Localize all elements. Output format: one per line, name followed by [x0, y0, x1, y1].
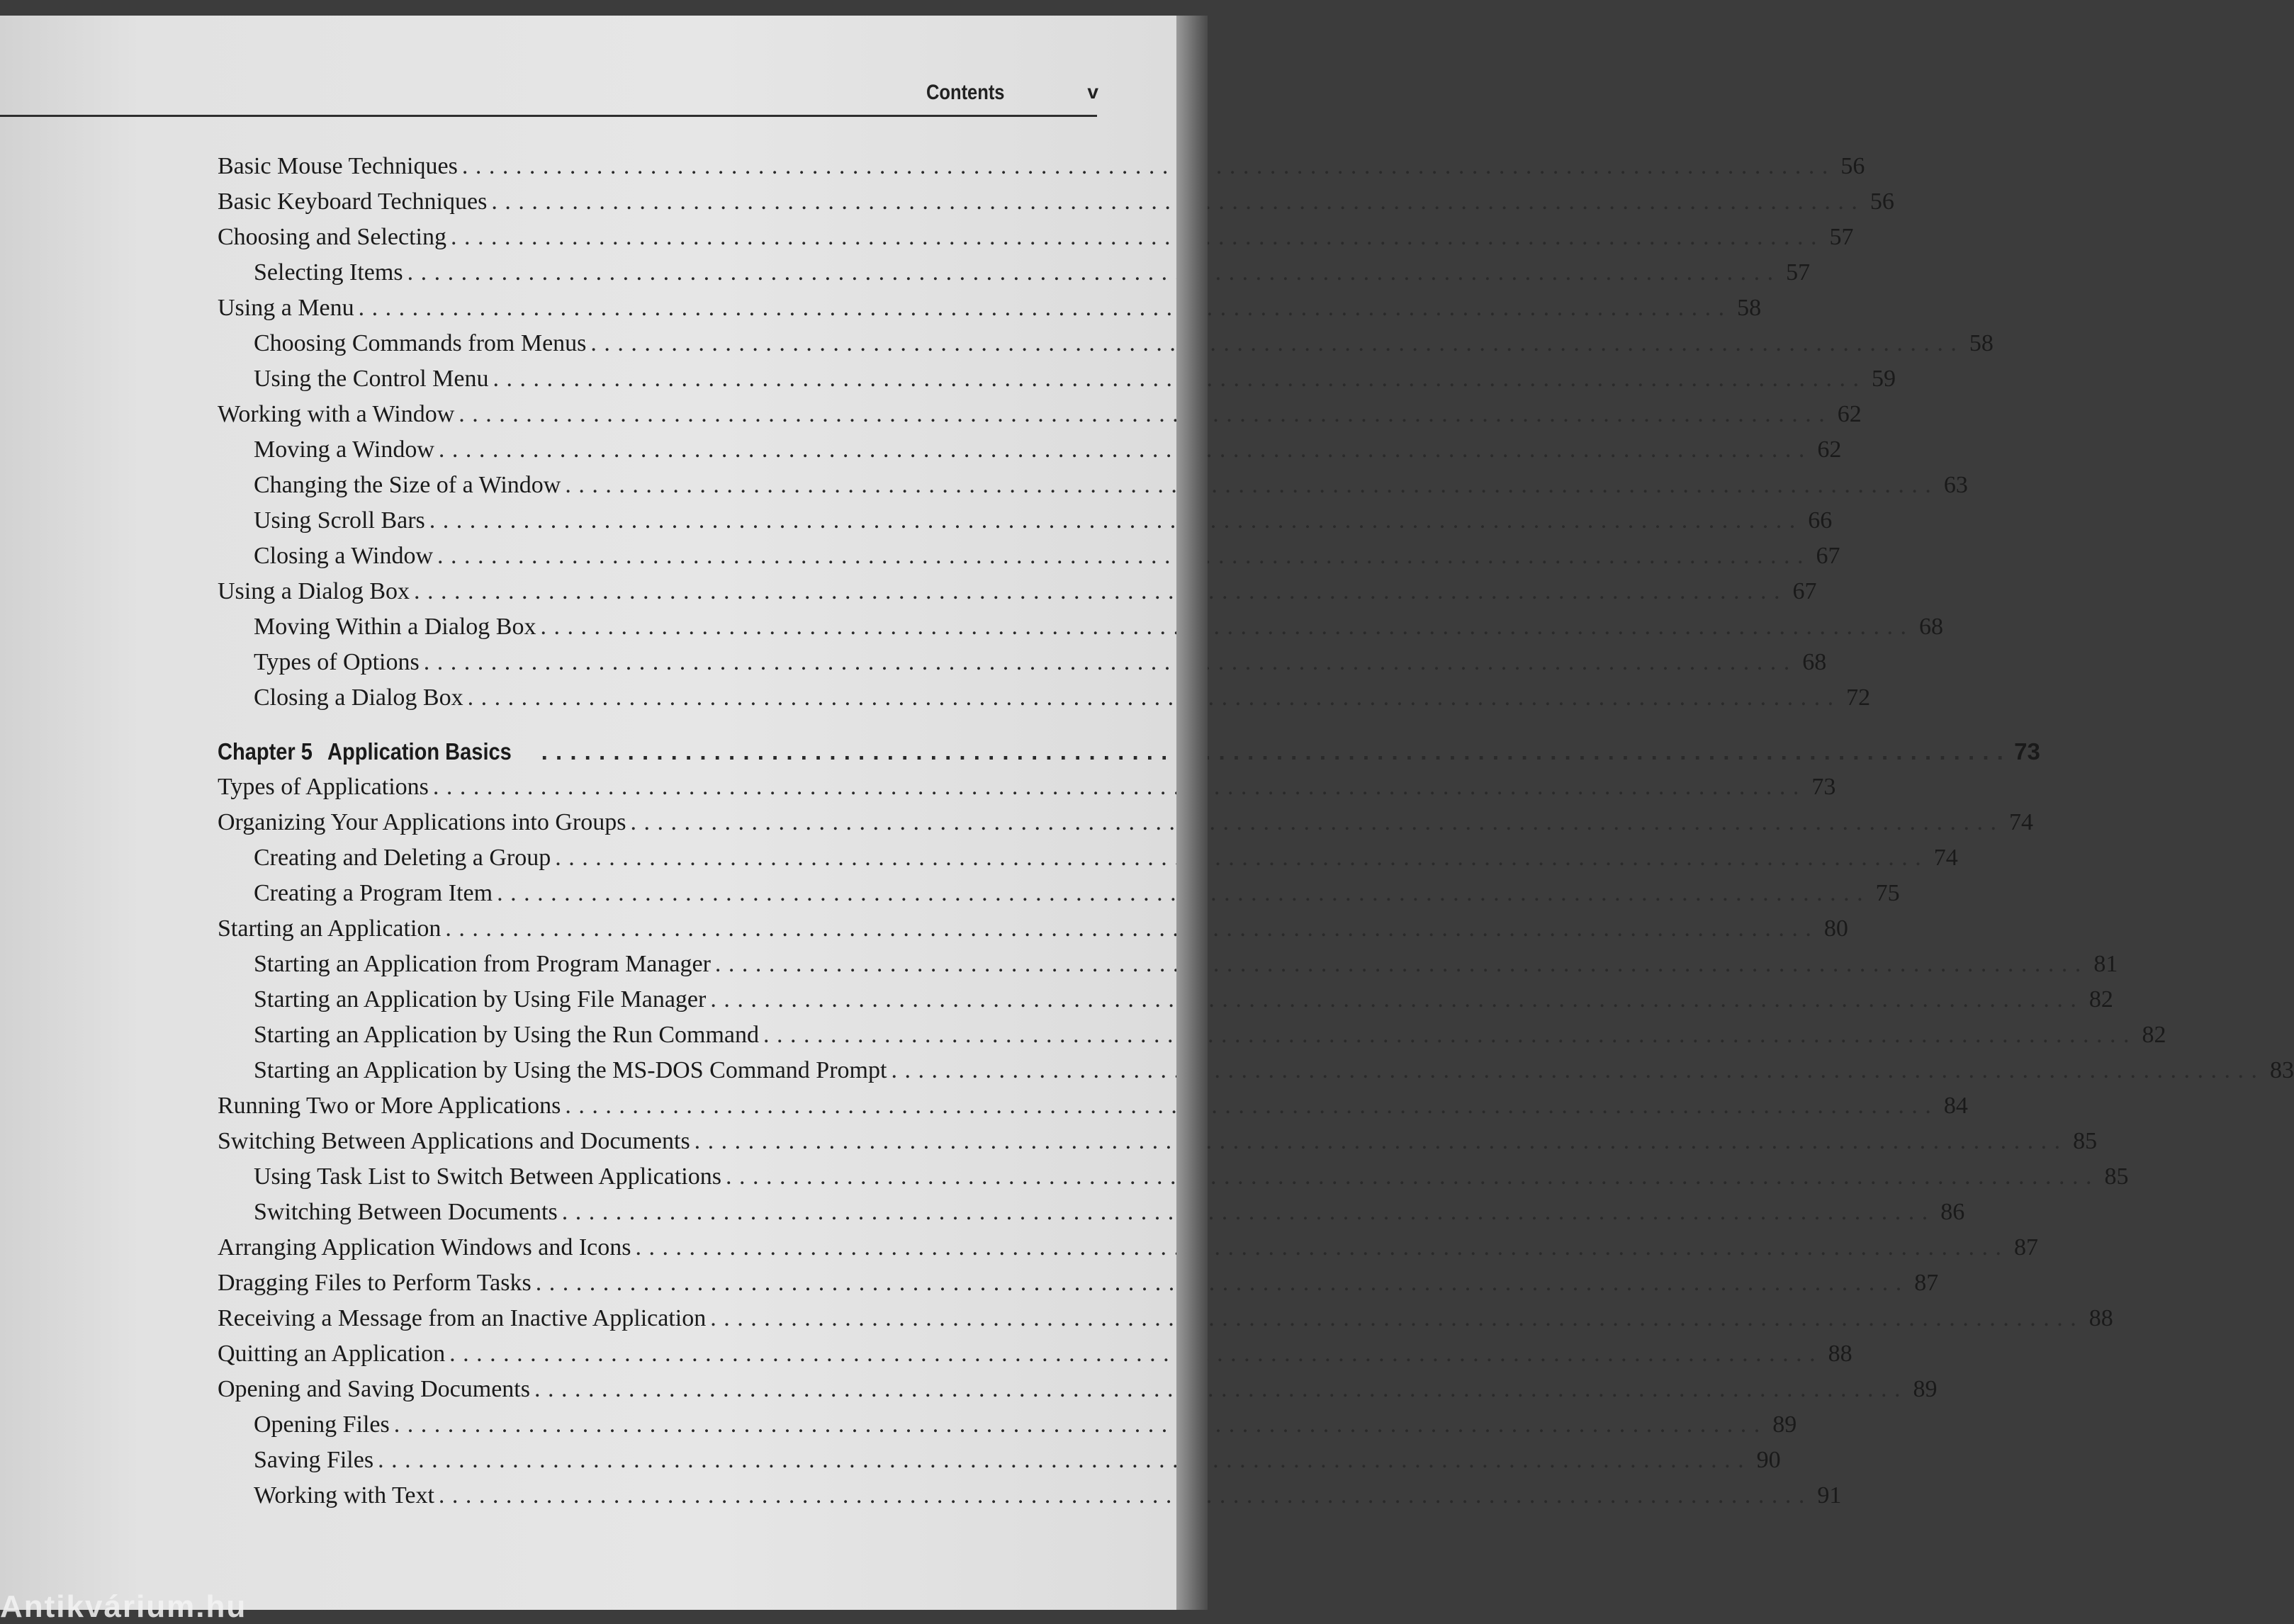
toc-entry-page-number: 85: [2104, 1163, 2129, 1190]
chapter-title: Application Basics: [327, 738, 512, 765]
toc-entry-page-number: 74: [1933, 845, 1958, 871]
toc-entry-page-number: 56: [1840, 153, 1865, 179]
toc-entry-page-number: 91: [1817, 1482, 1842, 1509]
book-page: [0, 16, 2294, 1624]
toc-entry-page-number: 67: [1816, 543, 1840, 569]
toc-entry: [218, 255, 1811, 291]
toc-entry: [218, 1336, 1852, 1372]
toc-entry-page-number: 89: [1772, 1411, 1797, 1438]
dot-leader: [468, 680, 1834, 716]
toc-entry-title: Selecting Items: [254, 259, 403, 286]
toc-entry-title: Receiving a Message from an Inactive Application: [218, 1305, 707, 1331]
dot-leader: [445, 911, 1811, 947]
toc-entry-page-number: 87: [1914, 1270, 1939, 1296]
toc-entry: [218, 1159, 2129, 1195]
toc-entry-title: Closing a Window: [254, 543, 434, 569]
toc-entry: [218, 680, 1871, 716]
toc-entry-title: Changing the Size of a Window: [254, 472, 561, 498]
page-edge-shadow: [1176, 16, 1208, 1610]
dot-leader: [534, 1372, 1901, 1407]
dot-leader: [710, 1301, 2076, 1336]
toc-entry-page-number: 80: [1823, 915, 1848, 942]
toc-entry-page-number: 59: [1871, 366, 1896, 392]
toc-entry-page-number: 72: [1846, 684, 1871, 711]
toc-entry: [218, 503, 1833, 538]
toc-entry-page-number: 73: [1811, 774, 1836, 800]
toc-entry: [218, 947, 2118, 982]
dot-leader: [378, 1443, 1744, 1478]
dot-leader: [635, 1230, 2001, 1265]
toc-entry-page-number: 57: [1829, 224, 1854, 250]
toc-entry-title: Basic Keyboard Techniques: [218, 188, 488, 215]
toc-entry-title: Choosing Commands from Menus: [254, 330, 587, 356]
toc-entry: [218, 1088, 1968, 1124]
toc-entry: [218, 609, 1943, 645]
toc-entry: [218, 911, 1848, 947]
toc-entry-page-number: 66: [1808, 507, 1833, 534]
toc-entry: [218, 326, 1994, 361]
toc-entry: [218, 432, 1842, 468]
dot-leader: [763, 1017, 2130, 1053]
toc-entry-title: Using the Control Menu: [254, 366, 489, 392]
toc-entry-page-number: 68: [1918, 614, 1943, 640]
toc-entry-page-number: 90: [1756, 1447, 1781, 1473]
chapter-label: Chapter 5: [218, 738, 313, 765]
toc-entry-title: Saving Files: [254, 1447, 374, 1473]
toc-entry-title: Closing a Dialog Box: [254, 684, 463, 711]
dot-leader: [562, 1195, 1928, 1230]
toc-entry-page-number: 81: [2093, 951, 2118, 977]
toc-entry-title: Starting an Application by Using the Run Command: [254, 1022, 760, 1048]
header-page-number: v: [1087, 81, 1098, 103]
toc-entry-page-number: 68: [1802, 649, 1827, 675]
toc-entry: [218, 1478, 1842, 1513]
dot-leader: [630, 805, 1996, 840]
toc-entry: [218, 1443, 1781, 1478]
toc-entry: [218, 361, 1896, 397]
dot-leader: [715, 947, 2081, 982]
toc-entry: [218, 1053, 2294, 1088]
toc-entry: [218, 1124, 2098, 1159]
dot-leader: [695, 1124, 2061, 1159]
toc-entry-title: Moving Within a Dialog Box: [254, 614, 536, 640]
toc-entry-page-number: 87: [2013, 1234, 2038, 1261]
toc-entry-page-number: 74: [2008, 809, 2033, 835]
watermark-text: Antikvárium.hu: [0, 1589, 247, 1624]
toc-entry-page-number: 89: [1913, 1376, 1938, 1402]
toc-section-after-chapter: [218, 769, 2294, 1513]
table-of-contents: [218, 149, 2294, 1513]
toc-entry: [218, 769, 1836, 805]
dot-leader: [359, 291, 1725, 326]
toc-section-before-chapter: [218, 149, 1994, 716]
header-section-title: Contents: [926, 81, 1005, 104]
dot-leader: [491, 184, 1857, 220]
toc-entry: [218, 1407, 1797, 1443]
chapter-heading: [218, 734, 537, 769]
dot-leader: [439, 432, 1805, 468]
toc-entry: [218, 574, 1817, 609]
toc-entry: [218, 1372, 1938, 1407]
dot-leader: [565, 1088, 1931, 1124]
toc-entry-page-number: 62: [1817, 436, 1842, 463]
dot-leader: [541, 734, 2003, 769]
toc-entry-page-number: 62: [1837, 401, 1862, 427]
toc-entry-title: Opening Files: [254, 1411, 390, 1438]
dot-leader: [462, 149, 1828, 184]
dot-leader: [449, 1336, 1816, 1372]
dot-leader: [540, 609, 1906, 645]
dot-leader: [590, 326, 1957, 361]
toc-entry-title: Using Scroll Bars: [254, 507, 425, 534]
toc-entry: [218, 840, 1958, 876]
toc-entry-page-number: 84: [1943, 1093, 1968, 1119]
toc-entry: [218, 291, 1762, 326]
toc-entry-title: Switching Between Applications and Documents: [218, 1128, 690, 1154]
running-header: [921, 67, 1098, 102]
dot-leader: [726, 1159, 2092, 1195]
dot-leader: [424, 645, 1790, 680]
toc-entry-page-number: 82: [2088, 986, 2113, 1013]
toc-entry-page-number: 63: [1943, 472, 1968, 498]
toc-entry-page-number: 82: [2142, 1022, 2166, 1048]
toc-chapter-entry: [218, 734, 2040, 769]
chapter-page-number: 73: [2014, 738, 2040, 765]
dot-leader: [710, 982, 2076, 1017]
header-rule: [0, 115, 1097, 117]
toc-entry-title: Using a Dialog Box: [218, 578, 410, 604]
toc-entry-title: Switching Between Documents: [254, 1199, 558, 1225]
toc-entry-title: Dragging Files to Perform Tasks: [218, 1270, 532, 1296]
toc-entry-page-number: 75: [1875, 880, 1900, 906]
toc-entry: [218, 538, 1840, 574]
toc-entry-page-number: 58: [1969, 330, 1994, 356]
toc-entry-title: Quitting an Application: [218, 1341, 446, 1367]
toc-entry-title: Types of Applications: [218, 774, 429, 800]
toc-entry-page-number: 88: [2088, 1305, 2113, 1331]
dot-leader: [439, 1478, 1805, 1513]
toc-entry-title: Basic Mouse Techniques: [218, 153, 458, 179]
toc-entry: [218, 149, 1865, 184]
dot-leader: [407, 255, 1774, 291]
toc-entry: [218, 468, 1968, 503]
toc-entry-page-number: 88: [1828, 1341, 1852, 1367]
dot-leader: [394, 1407, 1760, 1443]
dot-leader: [459, 397, 1825, 432]
toc-entry-title: Running Two or More Applications: [218, 1093, 561, 1119]
dot-leader: [437, 538, 1804, 574]
toc-entry-title: Starting an Application from Program Manager: [254, 951, 711, 977]
toc-entry: [218, 1195, 1965, 1230]
dot-leader: [451, 220, 1817, 255]
toc-entry-page-number: 86: [1940, 1199, 1965, 1225]
toc-entry-title: Using a Menu: [218, 295, 354, 321]
toc-entry-title: Starting an Application: [218, 915, 442, 942]
toc-entry-title: Working with Text: [254, 1482, 434, 1509]
toc-entry-title: Using Task List to Switch Between Applications: [254, 1163, 721, 1190]
toc-entry-page-number: 83: [2269, 1057, 2294, 1083]
toc-entry-page-number: 67: [1792, 578, 1817, 604]
toc-entry-title: Opening and Saving Documents: [218, 1376, 530, 1402]
toc-entry-page-number: 57: [1786, 259, 1811, 286]
toc-entry-title: Moving a Window: [254, 436, 434, 463]
toc-entry-page-number: 58: [1737, 295, 1762, 321]
toc-entry-title: Types of Options: [254, 649, 420, 675]
dot-leader: [565, 468, 1931, 503]
dot-leader: [433, 769, 1799, 805]
toc-entry-title: Organizing Your Applications into Groups: [218, 809, 626, 835]
toc-entry: [218, 1265, 1939, 1301]
dot-leader: [414, 574, 1780, 609]
toc-entry-title: Starting an Application by Using the MS-DOS Command Prompt: [254, 1057, 887, 1083]
toc-entry: [218, 982, 2113, 1017]
toc-entry: [218, 397, 1862, 432]
dot-leader: [429, 503, 1796, 538]
toc-entry-title: Choosing and Selecting: [218, 224, 446, 250]
toc-entry-page-number: 56: [1870, 188, 1894, 215]
toc-entry-title: Creating and Deleting a Group: [254, 845, 551, 871]
dot-leader: [891, 1053, 2257, 1088]
toc-entry-title: Creating a Program Item: [254, 880, 493, 906]
toc-entry-title: Working with a Window: [218, 401, 455, 427]
toc-entry: [218, 1230, 2038, 1265]
toc-entry-title: Arranging Application Windows and Icons: [218, 1234, 631, 1261]
toc-entry: [218, 184, 1894, 220]
toc-entry: [218, 1301, 2113, 1336]
toc-entry: [218, 876, 1900, 911]
toc-entry: [218, 1017, 2166, 1053]
toc-entry: [218, 805, 2033, 840]
toc-entry: [218, 645, 1827, 680]
toc-entry: [218, 220, 1854, 255]
dot-leader: [555, 840, 1921, 876]
dot-leader: [536, 1265, 1902, 1301]
toc-entry-page-number: 85: [2073, 1128, 2098, 1154]
toc-entry-title: Starting an Application by Using File Manager: [254, 986, 707, 1013]
